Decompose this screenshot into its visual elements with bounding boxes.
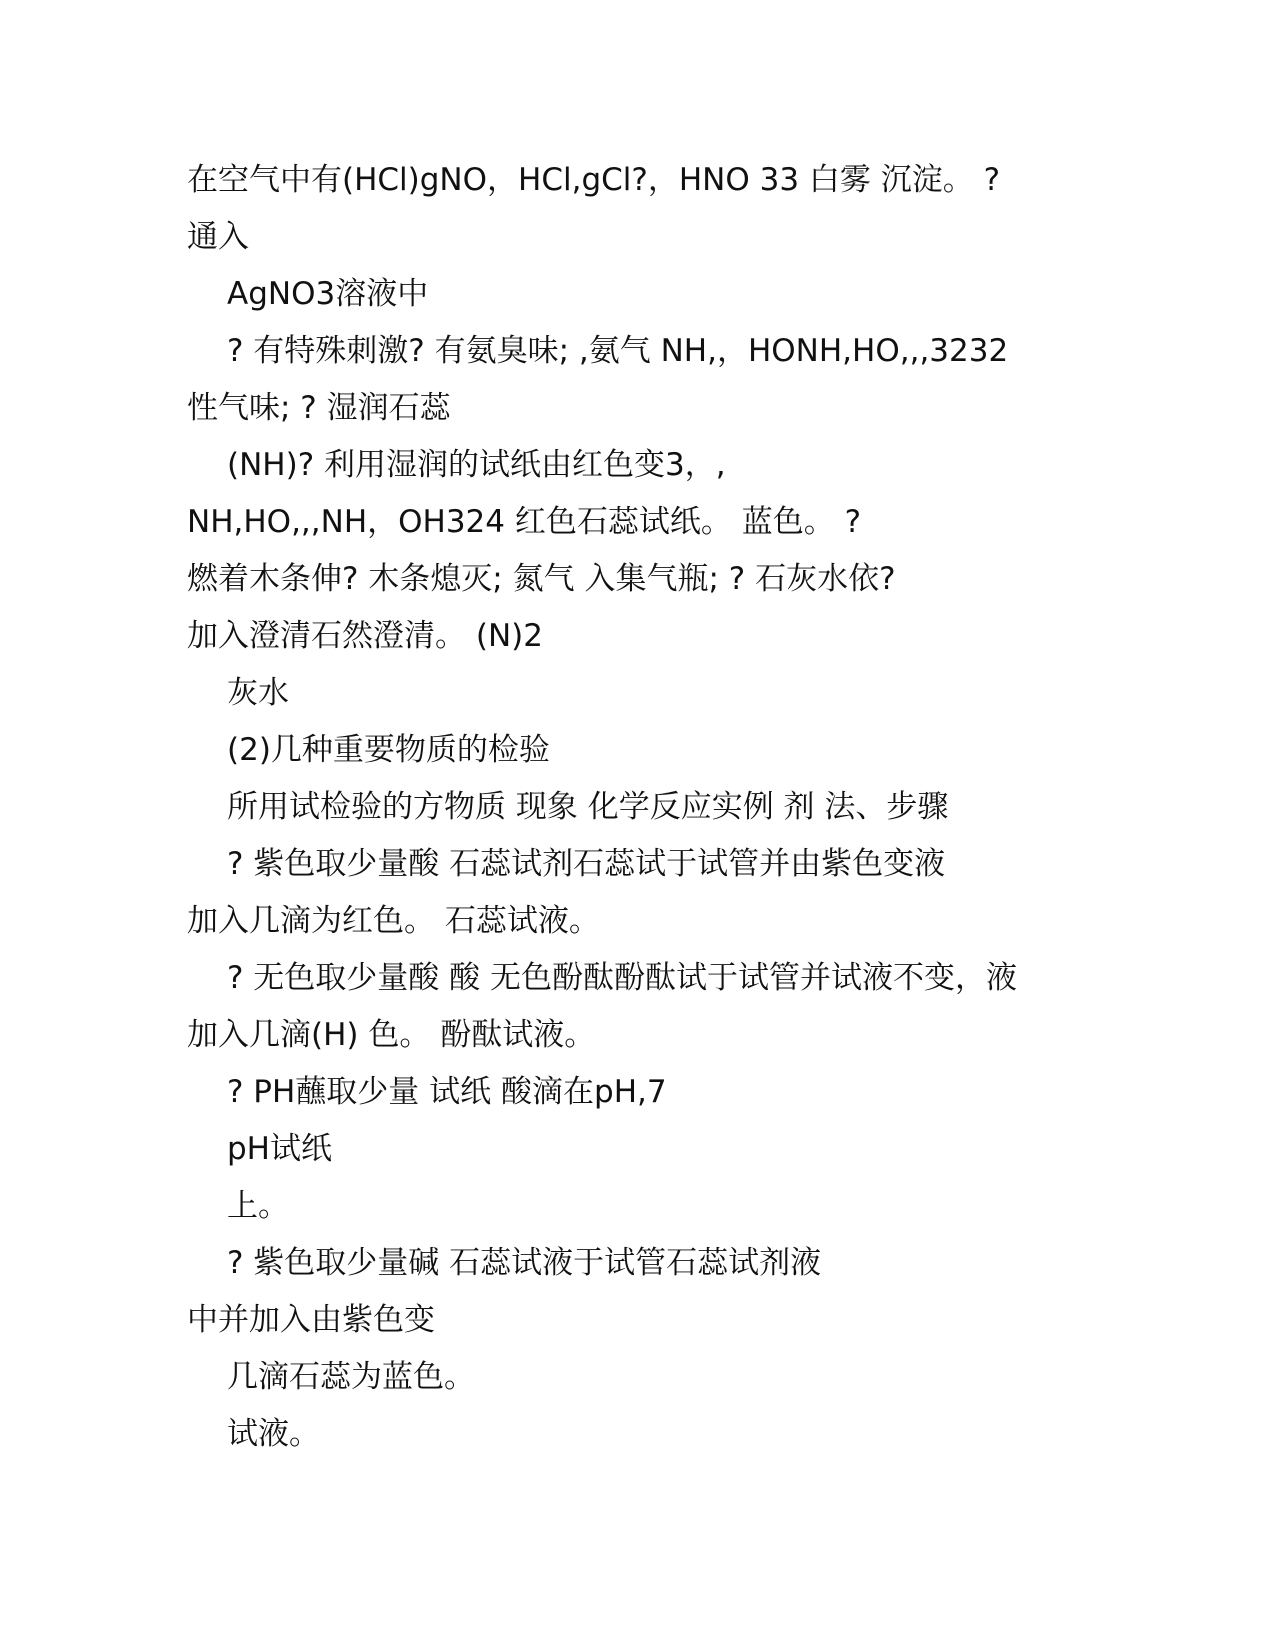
text-line: 在空气中有(HCl)gNO，HCl,gCl?，HNO 33 白雾 沉淀。 ?: [187, 162, 1001, 198]
text-line: 中并加入由紫色变: [187, 1302, 435, 1338]
section-heading: (2)几种重要物质的检验: [227, 732, 550, 768]
text-line: 加入几滴(H) 色。 酚酞试液。: [187, 1017, 596, 1053]
text-line: 灰水: [227, 675, 289, 711]
text-line: ? 紫色取少量碱 石蕊试液于试管石蕊试剂液: [227, 1245, 822, 1281]
text-line: 加入澄清石然澄清。 (N)2: [187, 618, 543, 654]
text-line: 上。: [227, 1188, 289, 1224]
text-line: 试液。: [227, 1416, 320, 1452]
text-line: 几滴石蕊为蓝色。: [227, 1359, 475, 1395]
text-line: ? 无色取少量酸 酸 无色酚酞酚酞试于试管并试液不变，液: [227, 960, 1018, 996]
text-line: 性气味; ? 湿润石蕊: [187, 390, 451, 426]
text-line: 加入几滴为红色。 石蕊试液。: [187, 903, 600, 939]
text-line: (NH)? 利用湿润的试纸由红色变3，,: [227, 447, 726, 483]
text-line: pH试纸: [227, 1131, 332, 1167]
text-line: ? 有特殊刺激? 有氨臭味; ,氨气 NH,，HONH,HO,,,3232: [227, 333, 1009, 369]
document-body: [187, 152, 1087, 1463]
text-line: 通入: [187, 219, 249, 255]
text-line: ? PH蘸取少量 试纸 酸滴在pH,7: [227, 1074, 667, 1110]
text-line: AgNO3溶液中: [227, 276, 429, 312]
text-line: ? 紫色取少量酸 石蕊试剂石蕊试于试管并由紫色变液: [227, 846, 946, 882]
text-line: NH,HO,,,NH，OH324 红色石蕊试纸。 蓝色。 ?: [187, 504, 862, 540]
text-line: 燃着木条伸? 木条熄灭; 氮气 入集气瓶; ? 石灰水依?: [187, 561, 896, 597]
table-header-line: 所用试检验的方物质 现象 化学反应实例 剂 法、步骤: [227, 789, 949, 825]
